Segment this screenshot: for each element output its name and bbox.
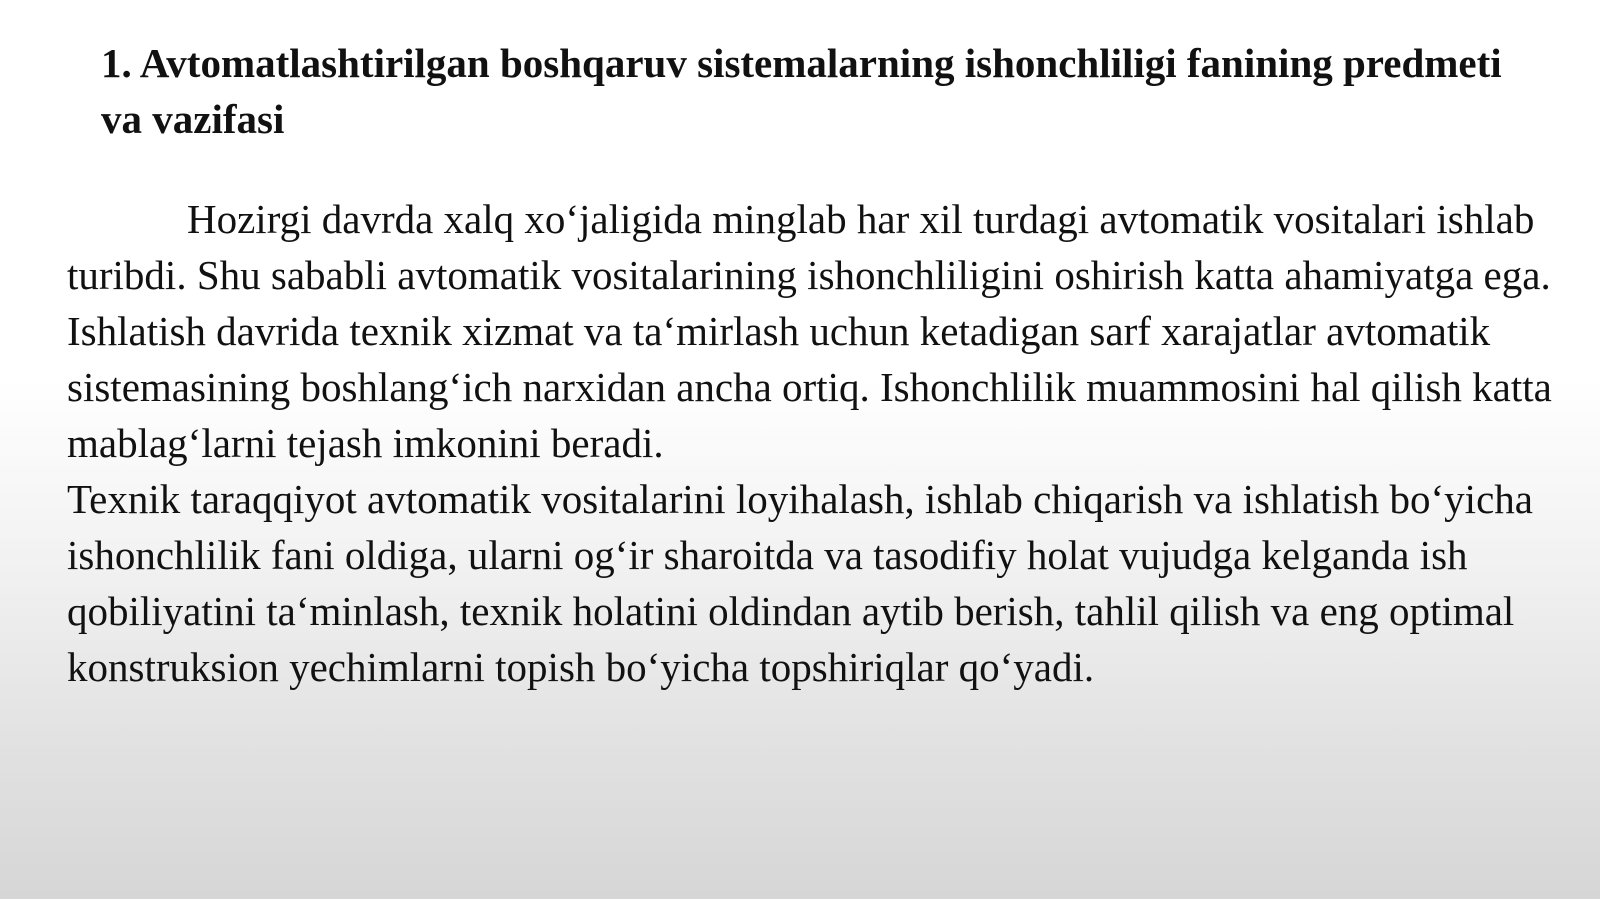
slide-heading: 1. Avtomatlashtirilgan boshqaruv sistemalarning ishonchliligi fanining predmeti va vazifasi (101, 40, 1502, 142)
body-paragraph-2: Texnik taraqqiyot avtomatik vositalarini loyihalash, ishlab chiqarish va ishlatish bo‘yicha ishonchlilik fani oldiga, ularni og‘ir sharoitda va tasodifiy holat vujudga kelganda ish qobiliyatini ta‘minlash, texnik holatini oldindan aytib berish, tahlil qilish va eng optimal konstruksion yechimlarni topish bo‘yicha topshiriqlar qo‘yadi. (67, 476, 1533, 690)
slide-body (67, 191, 1567, 695)
body-paragraph-1: Hozirgi davrda xalq xo‘jaligida minglab har xil turdagi avtomatik vositalari ishlab turibdi. Shu sababli avtomatik vositalarining ishonchliligini oshirish katta ahamiyatga ega. Ishlatish davrida texnik xizmat va ta‘mirlash uchun ketadigan sarf xarajatlar avtomatik sistemasining boshlang‘ich narxidan ancha ortiq. Ishonchlilik muammosini hal qilish katta mablag‘larni tejash imkonini beradi. (67, 196, 1552, 466)
